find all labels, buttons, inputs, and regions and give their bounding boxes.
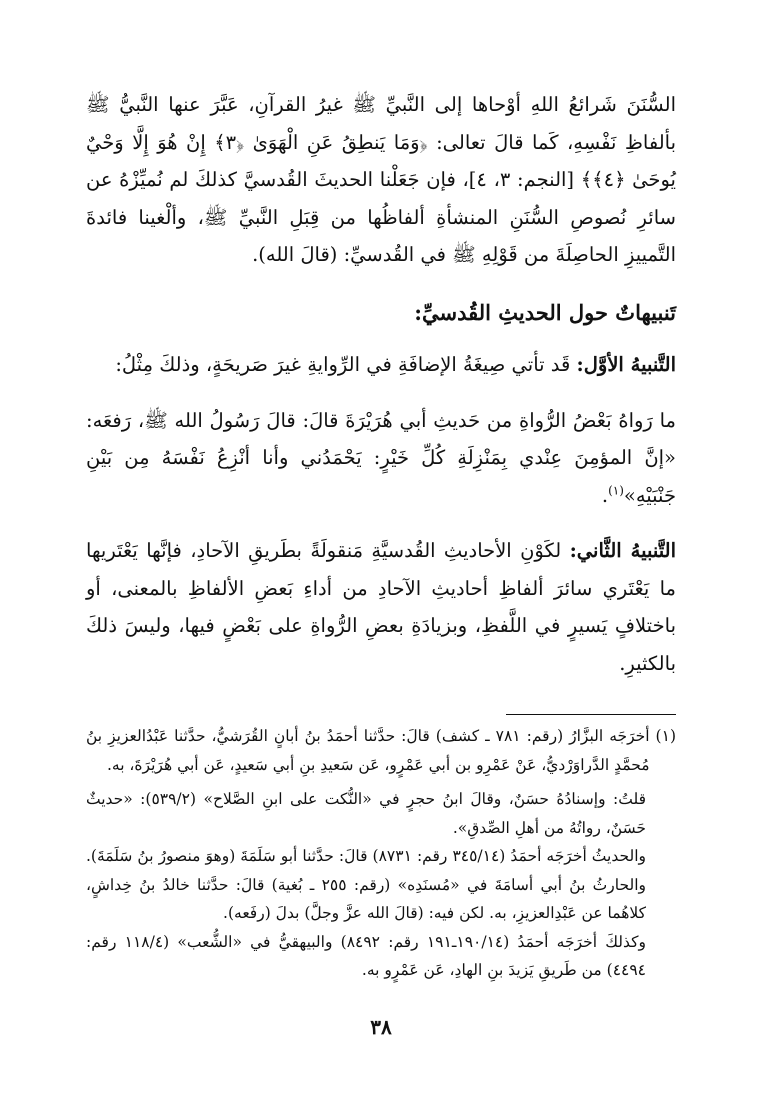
footnote-line-3: والحديثُ أخرَجَه أحمَدُ (٣٤٥/١٤ رقم: ٨٧٣١) قالَ: حدَّثنا أبو سَلَمَةَ (وهوَ منصورُ بنُ سَلَمَةَ). والحارثُ بنُ أبي أسامَةَ في «مُسنَدِه» (رقم: ٢٥٥ ـ بُغية) قالَ: حدَّثنا خالدُ بنُ خِداشٍ، كلاهُما عن عَبْدِالعزيزِ، به. لكن فيه: (قالَ الله عزَّ وجلَّ) بدلَ (رفَعه). [86,847,646,922]
footnote-line-4: وكذلكَ أخرَجَه أحمَدُ (١٩٠/١٤ـ١٩١ رقم: ٨٤٩٢) والبيهقيُّ في «الشُّعب» (١١٨/٤ رقم: ٤٤٩٤) من طَريقِ يَزيدَ بنِ الهادِ، عَن عَمْرٍو به. [86,932,647,979]
main-text [86,86,676,274]
paragraph-gap [86,514,676,532]
footnote-line-2: قلتُ: وإسنادُهُ حسَنٌ، وقالَ ابنُ حجرٍ في «النُّكت على ابنِ الصَّلاح» (٥٣٩/٢): «حديثٌ حَسَنٌ، رواتُهُ من أهلِ الصِّدقِ». [86,790,646,837]
footnote-1 [86,722,676,779]
notes-block [86,346,676,682]
opening-paragraph: السُّنَنَ شَرائعُ اللهِ أوْحاها إلى النَّبيِّ ﷺ غيرُ القرآنِ، عَبَّرَ عنها النَّبيُّ ﷺ بألفاظِ نَفْسِهِ، كَما قالَ تعالى: ﴿وَمَا يَنطِقُ عَنِ الْهَوَىٰ ﴿٣﴾ إِنْ هُوَ إِلَّا وَحْيٌ يُوحَىٰ ﴿٤﴾﴾ [النجم: ٣، ٤]، فإن جَعَلْنا الحديثَ القُدسيَّ كذلكَ لم نُميِّزْهُ عن سائرِ نُصوصِ السُّنَنِ المنشأةِ ألفاظُها من قِبَلِ النَّبيِّ ﷺ، وألْغينا فائدةَ التَّمييزِ الحاصِلَةَ من قَوْلِهِ ﷺ في القُدسيِّ: (قالَ الله). [86,93,677,266]
example-quote: ما رَواهُ بَعْضُ الرُّواةِ من حَديثِ أبي هُرَيْرَةَ قالَ: قالَ رَسُولُ الله ﷺ، رَفعَه: «إنَّ المؤمِنَ عِنْدي بِمَنْزِلَةِ كُلِّ خَيْرٍ: يَحْمَدُني وأنا أنْزِعُ نَفْسَهُ مِن بَيْنِ جَنْبَيْهِ» [86,408,676,507]
second-note-label: التَّنبيهُ الثَّاني: [569,539,676,562]
first-note-text: قَد تأتي صِيغَةُ الإضافَةِ في الرِّوايةِ غيرَ صَريحَةٍ، وذلكَ مِثْلُ: [115,353,571,376]
first-note [86,346,676,384]
paragraph-gap [86,384,676,402]
footnote-number: (١) [655,727,676,745]
footnote-reference[interactable]: (١) [608,483,624,497]
second-note [86,532,676,682]
section-heading: تَنبيهاتٌ حول الحديثِ القُدسيِّ: [414,300,676,325]
footnotes [86,722,676,985]
first-note-label: التَّنبيهُ الأوَّل: [576,353,676,376]
first-note-example [86,402,676,515]
second-note-text: لكَوْنِ الأحاديثِ القُدسيَّةِ مَنقولَةً بطَريقِ الآحادِ، فإنَّها يَعْتَريها ما يَعْتَري سائرَ ألفاظِ أحاديثِ الآحادِ من أداءِ بَعضِ الألفاظِ بالمعنى، أو باختلافٍ يَسيرٍ في اللَّفظِ، وبزيادَةِ بعضِ الرُّواةِ على بَعْضٍ فيها، وليسَ ذلكَ بالكثيرِ. [86,539,676,675]
example-end: . [601,483,609,507]
page-number: ٣٨ [370,1015,392,1039]
footnote-divider [506,714,676,715]
footnote-line-1: أخرَجَه البزَّارُ (رقم: ٧٨١ ـ كشف) قالَ: حدَّثنا أحمَدُ بنُ أبانٍ القُرَشيُّ، حدَّثنا عَبْدُالعزيزِ بنُ مُحمَّدٍ الدَّراوَرْديُّ، عَنْ عَمْرِو بن أبي عَمْرٍو، عَن سَعيدِ بنِ أبي سَعيدٍ، عَن أبي هُرَيْرَةَ، به. [86,727,650,774]
